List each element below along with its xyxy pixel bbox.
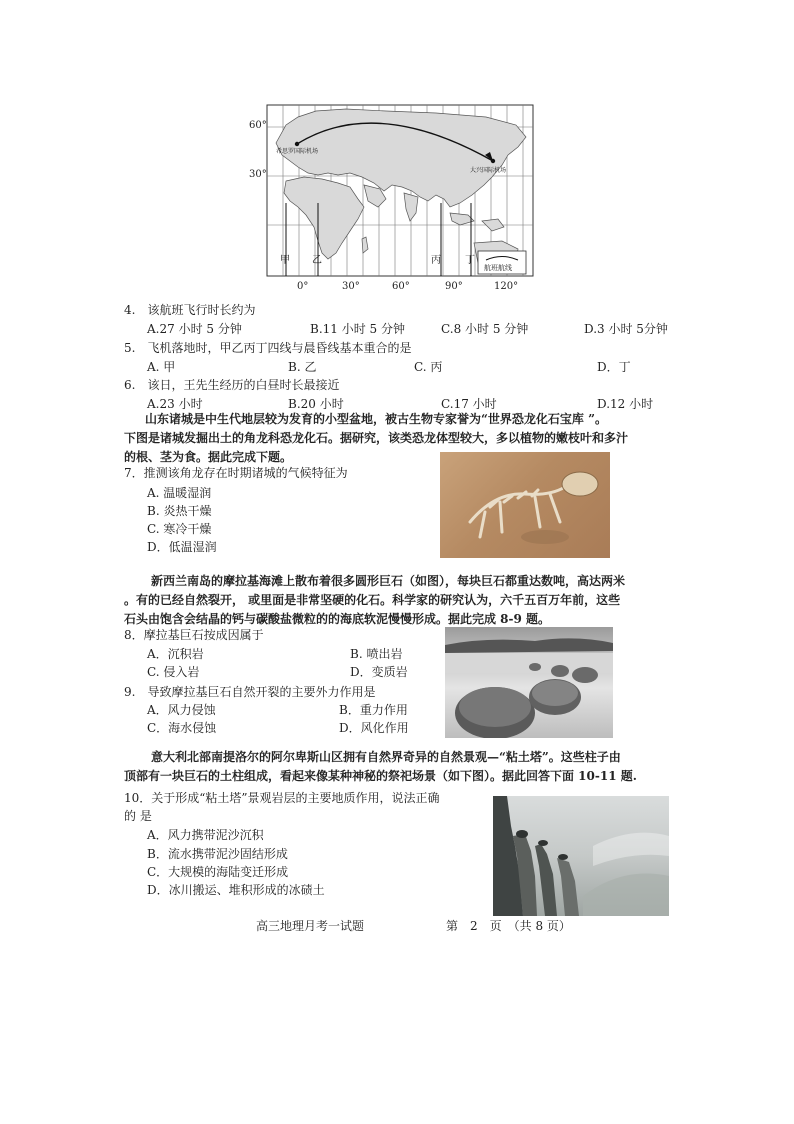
daxing-marker — [491, 159, 495, 163]
line-label-jia: 甲 — [280, 255, 290, 266]
footer-title: 高三地理月考一试题 — [256, 919, 365, 933]
q6-option-a: A.23 小时 — [147, 397, 203, 411]
legend-label: 航班航线 — [484, 264, 512, 272]
q9-option-c: C．海水侵蚀 — [147, 721, 217, 735]
passage1-line1: 山东诸城是中生代地层较为发育的小型盆地，被古生物专家誉为“世界恐龙化石宝库 ”。 — [145, 412, 607, 426]
q4-option-a: A.27 小时 5 分钟 — [147, 322, 242, 336]
q4-option-b: B.11 小时 5 分钟 — [310, 322, 405, 336]
q9-option-d: D．风化作用 — [339, 721, 409, 735]
footer-page: 第 2 页 （共 8 页） — [446, 919, 571, 933]
pyramids-svg — [493, 796, 669, 916]
q8-option-a: A．沉积岩 — [147, 647, 204, 661]
passage2-line3: 石头由饱含会结晶的钙与碳酸盐微粒的的海底软泥慢慢形成。据此完成 8-9 题。 — [124, 612, 551, 626]
q5-option-b: B. 乙 — [288, 360, 317, 374]
line-label-ding: 丁 — [465, 255, 475, 266]
daxing-label: 大兴国际机场 — [470, 167, 507, 174]
q5-option-d: D．丁 — [597, 360, 631, 374]
lon-label-0: 0° — [297, 281, 309, 292]
q8-option-c: C. 侵入岩 — [147, 665, 200, 679]
q10-option-a: A．风力携带泥沙沉积 — [147, 828, 264, 842]
q6-option-b: B.20 小时 — [288, 397, 344, 411]
boulders-svg — [445, 627, 613, 738]
dinosaur-fossil-image — [440, 452, 610, 558]
q4-stem: 4. 该航班飞行时长约为 — [124, 303, 256, 317]
q8-option-d: D．变质岩 — [350, 665, 408, 679]
passage3-line2: 顶部有一块巨石的土柱组成，看起来像某种神秘的祭祀场景（如下图）。据此回答下面 10-11 题. — [124, 769, 637, 783]
q4-option-d: D.3 小时 5分钟 — [584, 322, 668, 336]
flight-route-map — [246, 103, 536, 298]
q8-stem: 8．摩拉基巨石按成因属于 — [124, 628, 264, 642]
q7-option-c: C. 寒冷干燥 — [147, 522, 212, 536]
q4-option-c: C.8 小时 5 分钟 — [441, 322, 529, 336]
passage1-line3: 的根、茎为食。据此完成下题。 — [124, 450, 293, 464]
passage2-line1: 新西兰南岛的摩拉基海滩上散布着很多圆形巨石（如图），每块巨石都重达数吨，高达两米 — [151, 574, 626, 588]
q6-option-c: C.17 小时 — [441, 397, 497, 411]
q10-option-b: B．流水携带泥沙固结形成 — [147, 847, 288, 861]
heathrow-label: 希思罗国际机场 — [276, 148, 319, 155]
q5-option-a: A. 甲 — [147, 360, 176, 374]
q6-option-d: D.12 小时 — [597, 397, 654, 411]
moeraki-boulders-image — [445, 627, 613, 738]
q7-option-b: B. 炎热干燥 — [147, 504, 212, 518]
passage1-line2: 下图是诸城发掘出土的角龙科恐龙化石。据研究，该类恐龙体型较大，多以植物的嫩枝叶和多汁 — [124, 431, 629, 445]
q6-stem: 6. 该日，王先生经历的白昼时长最接近 — [124, 378, 340, 392]
fossil-svg — [440, 452, 610, 558]
q10-stem-line1: 10．关于形成“粘土塔”景观岩层的主要地质作用，说法正确 — [124, 791, 440, 805]
q5-stem: 5. 飞机落地时，甲乙丙丁四线与晨昏线基本重合的是 — [124, 341, 412, 355]
line-label-yi: 乙 — [312, 255, 322, 266]
q10-option-d: D．冰川搬运、堆积形成的冰碛土 — [147, 883, 325, 897]
q7-stem: 7．推测该角龙存在时期诸城的气候特征为 — [124, 466, 348, 480]
lon-label-30: 30° — [342, 281, 360, 292]
lon-label-90: 90° — [445, 281, 463, 292]
q8-option-b: B. 喷出岩 — [350, 647, 403, 661]
q5-option-c: C. 丙 — [414, 360, 443, 374]
q9-stem: 9. 导致摩拉基巨石自然开裂的主要外力作用是 — [124, 685, 376, 699]
passage3-line1: 意大利北部南提洛尔的阿尔卑斯山区拥有自然界奇异的自然景观—“粘土塔”。这些柱子由 — [151, 750, 621, 764]
lon-label-120: 120° — [494, 281, 519, 292]
passage2-line2: 。有的已经自然裂开， 或里面是非常坚硬的化石。科学家的研究认为，六千五百万年前，这些 — [124, 593, 621, 607]
q7-option-d: D．低温湿润 — [147, 540, 217, 554]
lon-label-60: 60° — [392, 281, 410, 292]
line-label-bing: 丙 — [431, 255, 441, 266]
earth-pyramids-image — [493, 796, 669, 916]
lat-label-60: 60° — [249, 120, 267, 131]
q9-option-a: A．风力侵蚀 — [147, 703, 216, 717]
q10-stem-line2: 的 是 — [124, 809, 152, 823]
lat-label-30: 30° — [249, 169, 267, 180]
q9-option-b: B．重力作用 — [339, 703, 408, 717]
q7-option-a: A. 温暖湿润 — [147, 486, 212, 500]
q10-option-c: C．大规模的海陆变迁形成 — [147, 865, 289, 879]
